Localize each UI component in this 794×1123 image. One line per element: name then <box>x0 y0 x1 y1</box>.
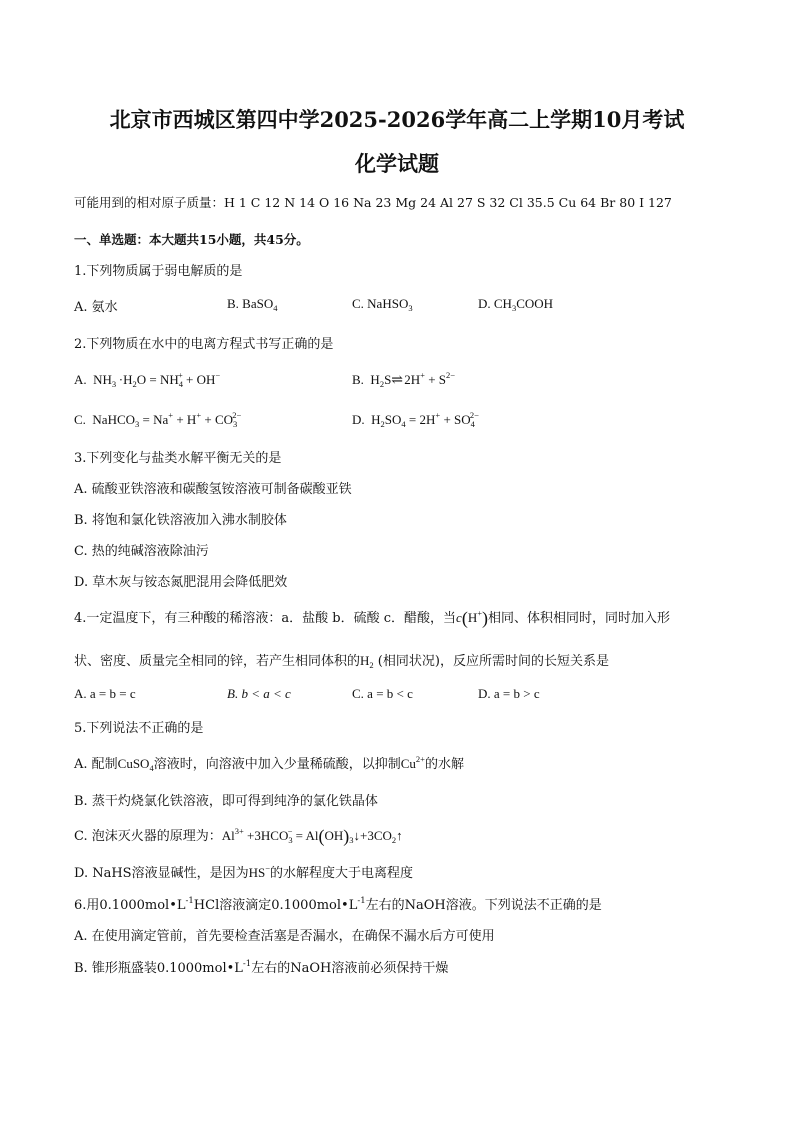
page-subtitle: 化学试题 <box>355 151 439 176</box>
atomic-masses-line: 可能用到的相对原子质量：H 1 C 12 N 14 O 16 Na 23 Mg 24 Al 27 S 32 Cl 35.5 Cu 64 Br 80 I 127 <box>74 195 672 210</box>
q1-option-c: C. NaHSO$_3$ <box>352 296 413 313</box>
q2-option-c: C. NaHCO$_3$ = $Na^+ + H^+ + CO_3^{2-}$ <box>74 410 242 429</box>
q3-option-c: C. 热的纯碱溶液除油污 <box>74 544 209 559</box>
page-title: 北京市西城区第四中学2025-2026学年高二上学期10月考试 <box>109 107 685 132</box>
question-2-stem: 2.下列物质在水中的电离方程式书写正确的是 <box>74 337 334 352</box>
section-heading: 一、单选题：本大题共15小题，共45分。 <box>74 232 309 247</box>
question-4-stem-line1: 4.一定温度下，有三种酸的稀溶液：a．盐酸 b．硫酸 c．醋酸，当c(H+)相同、体积相同时，同时加入形 <box>74 608 671 628</box>
q2-option-d: D. $H_2SO_4 = 2H^+ + SO_4^{2-}$ <box>352 410 479 429</box>
q4-option-c: C. a = b < c <box>352 686 413 701</box>
q4-option-a: A. a = b = c <box>74 686 136 701</box>
question-6-stem: 6.用$0.1000mol•L^{-1}HCl$溶液滴定$0.1000mol•L^{-1}$左右的NaOH溶液。下列说法不正确的是 <box>74 896 602 913</box>
question-1-stem: 1.下列物质属于弱电解质的是 <box>74 264 243 279</box>
q6-option-b: B. 锥形瓶盛装$0.1000mol•L^{-1}$左右的NaOH溶液前必须保持干燥 <box>74 959 449 976</box>
question-4-stem-line2: 状、密度、质量完全相同的锌，若产生相同体积的$H_2$ (相同状况)，反应所需时间的长短关系是 <box>74 653 609 670</box>
q1-option-a: A. 氨水 <box>74 300 118 315</box>
q5-option-c: C. 泡沫灭火器的原理为：$Al^{3+} +3HCO_3^-$ = $Al(OH)_3↓+3CO_2↑$ <box>74 826 403 846</box>
question-3-stem: 3.下列变化与盐类水解平衡无关的是 <box>74 451 282 466</box>
q4-option-d: D. a = b > c <box>478 686 540 701</box>
q3-option-d: D. 草木灰与铵态氮肥混用会降低肥效 <box>74 575 288 590</box>
question-5-stem: 5.下列说法不正确的是 <box>74 721 204 736</box>
q5-option-a: A. 配制CuSO$_4$溶液时，向溶液中加入少量稀硫酸，以抑制$Cu^{2+}$的水解 <box>74 754 464 773</box>
q5-option-b: B. 蒸干灼烧氯化铁溶液，即可得到纯净的氯化铁晶体 <box>74 794 378 809</box>
q4-option-b: B. b < a < c <box>227 686 291 701</box>
q3-option-a: A. 硫酸亚铁溶液和碳酸氢铵溶液可制备碳酸亚铁 <box>74 482 352 497</box>
q1-option-b: B. BaSO$_4$ <box>227 296 278 313</box>
q2-option-a: A. $NH_3 \cdot H_2O = NH_4^+ + OH^-$ <box>74 370 221 389</box>
q6-option-a: A. 在使用滴定管前，首先要检查活塞是否漏水，在确保不漏水后方可使用 <box>74 929 495 944</box>
q2-option-b: B. $H_2S\rightleftharpoons$ $2H^+ + S^{2-}$ <box>352 370 456 389</box>
q5-option-d: D. NaHS溶液显碱性，是因为HS−的水解程度大于电离程度 <box>74 863 414 881</box>
q3-option-b: B. 将饱和氯化铁溶液加入沸水制胶体 <box>74 513 287 528</box>
q1-option-d: D. $CH_3COOH$ <box>478 296 554 313</box>
